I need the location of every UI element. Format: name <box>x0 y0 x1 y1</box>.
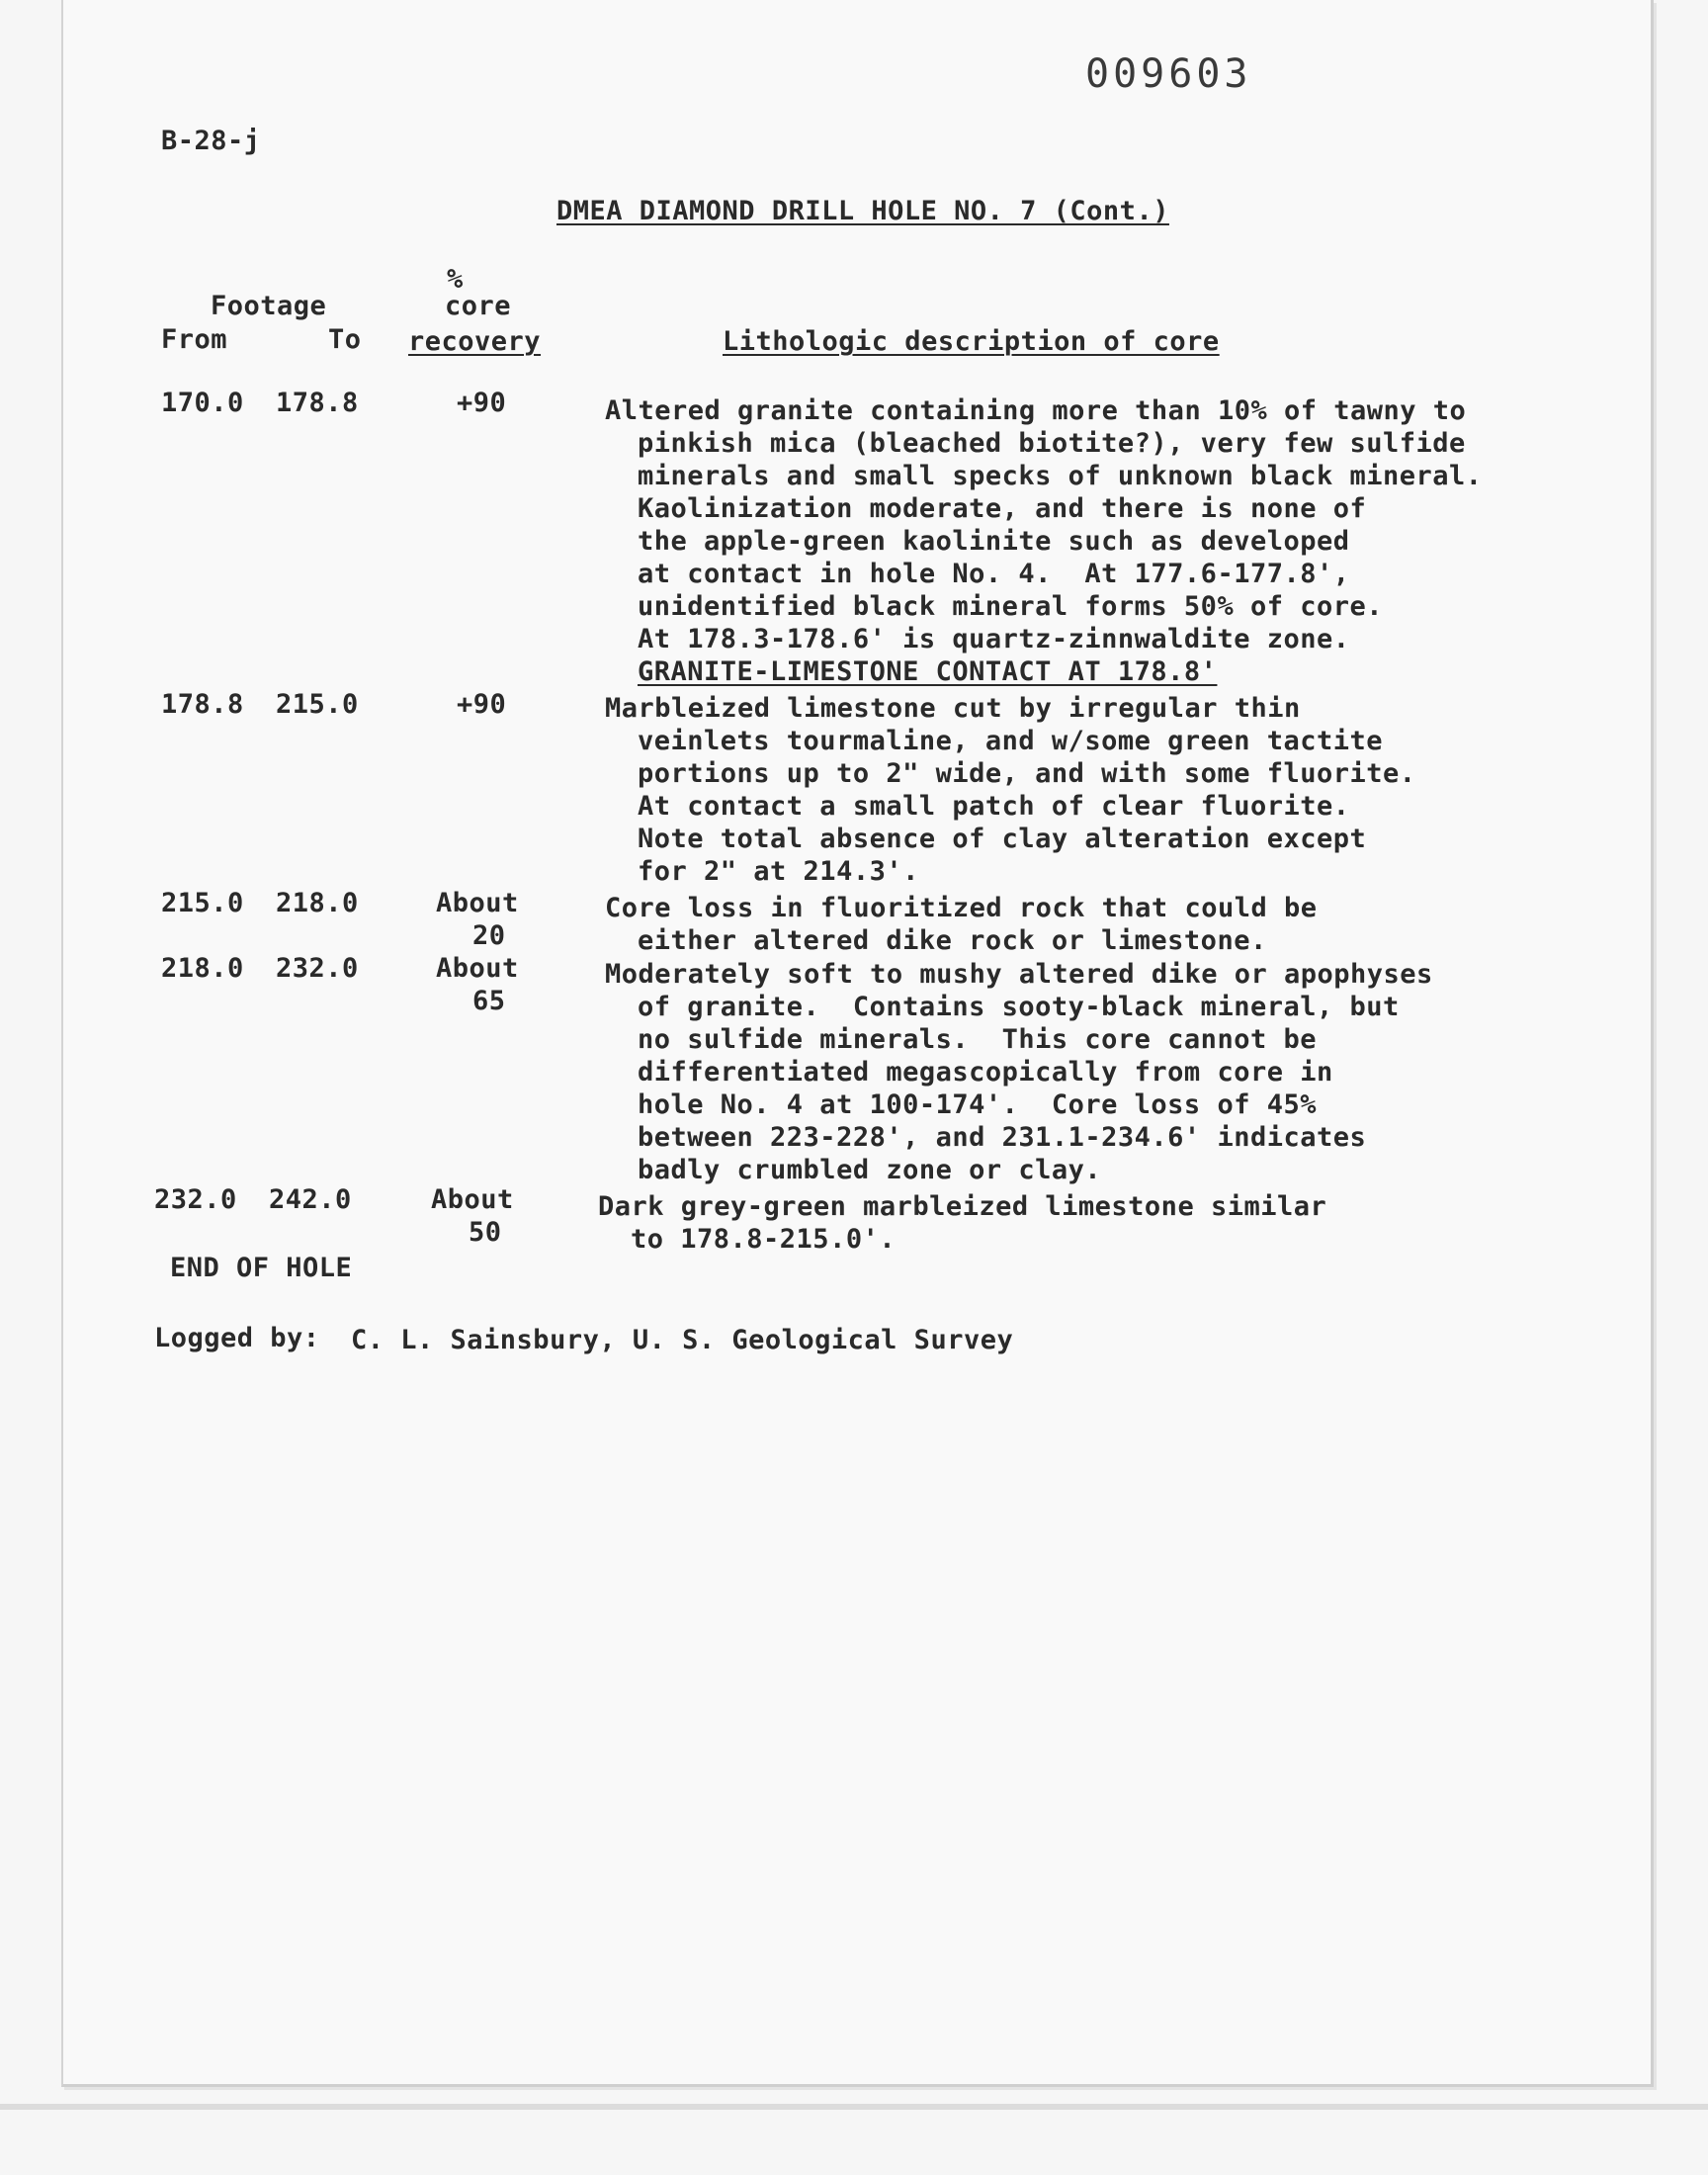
header-footage: Footage <box>211 291 327 321</box>
document-number-stamp: 009603 <box>1085 51 1252 97</box>
cell-to: 242.0 <box>269 1184 352 1215</box>
description-line: Moderately soft to mushy altered dike or apophyses <box>605 959 1433 990</box>
description-line: to 178.8-215.0'. <box>631 1224 897 1255</box>
description-line: the apple-green kaolinite such as developed <box>638 526 1350 557</box>
logged-by-label: Logged by: <box>154 1323 320 1353</box>
cell-recovery: About <box>431 1184 514 1215</box>
description-line: Kaolinization moderate, and there is none of <box>638 493 1367 524</box>
cell-to: 215.0 <box>276 689 359 720</box>
cell-recovery: +90 <box>457 689 507 720</box>
description-line: unidentified black mineral forms 50% of core. <box>638 591 1383 622</box>
description-line: either altered dike rock or limestone. <box>638 925 1267 956</box>
header-description: Lithologic description of core <box>723 326 1220 357</box>
reference-code: B-28-j <box>161 126 261 156</box>
description-line: hole No. 4 at 100-174'. Core loss of 45% <box>638 1089 1317 1120</box>
page-title: DMEA DIAMOND DRILL HOLE NO. 7 (Cont.) <box>556 196 1169 226</box>
description-line: between 223-228', and 231.1-234.6' indicates <box>638 1122 1367 1153</box>
contact-note: GRANITE-LIMESTONE CONTACT AT 178.8' <box>638 656 1218 687</box>
description-line: veinlets tourmaline, and w/some green tactite <box>638 726 1383 756</box>
description-line: Core loss in fluoritized rock that could be <box>605 893 1318 923</box>
cell-to: 218.0 <box>276 888 359 918</box>
header-core: core <box>445 291 512 321</box>
cell-recovery-value: 65 <box>472 986 506 1016</box>
cell-from: 218.0 <box>161 953 244 984</box>
cell-recovery: About <box>436 888 519 918</box>
end-of-hole: END OF HOLE <box>170 1253 353 1283</box>
description-line: Altered granite containing more than 10% of tawny to <box>605 395 1467 426</box>
description-line: differentiated megascopically from core in <box>638 1057 1333 1088</box>
cell-recovery-value: 20 <box>472 920 506 951</box>
description-line: At contact a small patch of clear fluorite. <box>638 791 1350 822</box>
description-line: of granite. Contains sooty-black mineral, but <box>638 992 1400 1022</box>
cell-to: 232.0 <box>276 953 359 984</box>
description-line: badly crumbled zone or clay. <box>638 1155 1102 1185</box>
description-line: no sulfide minerals. This core cannot be <box>638 1024 1317 1055</box>
description-line: at contact in hole No. 4. At 177.6-177.8', <box>638 559 1350 589</box>
description-line: Marbleized limestone cut by irregular thin <box>605 693 1301 724</box>
cell-from: 178.8 <box>161 689 244 720</box>
header-pct-symbol: % <box>447 264 464 295</box>
cell-recovery: About <box>436 953 519 984</box>
cell-recovery: +90 <box>457 388 507 418</box>
description-line: Dark grey-green marbleized limestone similar <box>598 1191 1327 1222</box>
header-recovery: recovery <box>408 326 542 357</box>
header-from: From <box>161 324 228 355</box>
cell-from: 215.0 <box>161 888 244 918</box>
logged-by-value: C. L. Sainsbury, U. S. Geological Survey <box>351 1325 1014 1355</box>
cell-to: 178.8 <box>276 388 359 418</box>
description-line: for 2" at 214.3'. <box>638 856 919 887</box>
cell-from: 170.0 <box>161 388 244 418</box>
description-line: Note total absence of clay alteration except <box>638 824 1367 854</box>
description-line: At 178.3-178.6' is quartz-zinnwaldite zone. <box>638 624 1350 654</box>
cell-from: 232.0 <box>154 1184 237 1215</box>
description-line: portions up to 2" wide, and with some fluorite. <box>638 758 1416 789</box>
header-to: To <box>328 324 362 355</box>
description-line: minerals and small specks of unknown black mineral. <box>638 461 1483 491</box>
cell-recovery-value: 50 <box>469 1217 502 1248</box>
scanner-edge <box>0 2104 1708 2110</box>
description-line: pinkish mica (bleached biotite?), very few sulfide <box>638 428 1466 459</box>
